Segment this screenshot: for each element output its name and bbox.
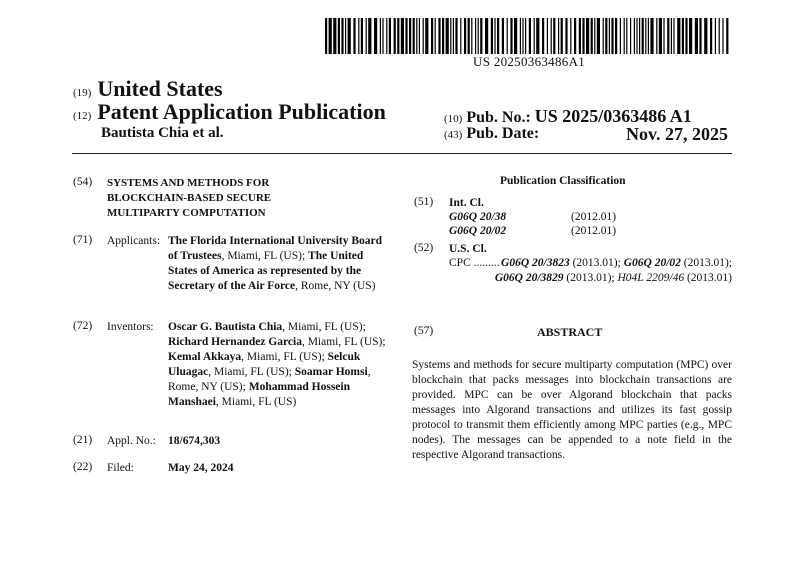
pub-date: Nov. 27, 2025 — [625, 124, 728, 144]
title-line: SYSTEMS AND METHODS FOR — [107, 177, 270, 189]
title-line: MULTIPARTY COMPUTATION — [107, 207, 266, 219]
appl-no-label: Appl. No.: — [107, 435, 156, 447]
inventor-name: Mohammad Hossein Manshaei — [168, 381, 350, 408]
us-cl-code: (52) — [414, 242, 434, 254]
publication-type: Patent Application Publication — [97, 99, 386, 124]
inventors-label: Inventors: — [107, 321, 154, 333]
applicant-name: The Florida International University — [168, 235, 349, 247]
pub-date-code: (43) — [444, 129, 463, 141]
inventor-location: , Miami, FL (US); — [241, 351, 328, 363]
pub-date-label: Pub. Date: — [466, 125, 540, 142]
authors: Bautista Chia et al. — [101, 125, 224, 141]
abstract-code: (57) — [414, 325, 434, 337]
applicant-location: , Rome, NY (US) — [295, 280, 376, 292]
us-cl-label: U.S. Cl. — [449, 243, 487, 255]
appl-no: 18/674,303 — [168, 435, 221, 447]
cpc-year: (2013.01) — [684, 272, 732, 284]
int-cl-year: (2012.01) — [571, 211, 617, 223]
pub-type-code: (12) — [73, 110, 92, 122]
classification-heading: Publication Classification — [500, 175, 626, 187]
cpc-year: (2013.01); — [680, 257, 732, 269]
abstract-heading: ABSTRACT — [537, 325, 603, 339]
country-code: (19) — [73, 87, 92, 99]
cpc-code: G06Q 20/02 — [623, 257, 681, 269]
invention-title — [107, 176, 337, 221]
pub-no-code: (10) — [444, 113, 463, 125]
inventor-location: , Miami, FL (US); — [282, 321, 366, 333]
applicant-name: The United States of America as represented by the Secretary of the Air Force — [168, 250, 364, 292]
pub-date-line — [444, 125, 732, 143]
title-line: BLOCKCHAIN-BASED SECURE — [107, 192, 272, 204]
applicant-location: , Miami, FL (US); — [221, 250, 309, 262]
inventor-location: , Miami, FL (US); — [208, 366, 295, 378]
pub-no: US 2025/0363486 A1 — [534, 106, 692, 126]
pub-no-label: Pub. No.: — [466, 109, 531, 126]
country: United States — [97, 76, 223, 101]
int-cl-code-value: G06Q 20/02 — [449, 225, 507, 237]
int-cl-row — [449, 210, 649, 225]
inventor-name: Kemal Akkaya — [168, 351, 242, 363]
int-cl-label: Int. Cl. — [449, 197, 484, 209]
applicants-label: Applicants: — [107, 235, 161, 247]
int-cl-row — [449, 224, 649, 239]
inventor-name: Selcuk Uluagac — [168, 351, 361, 378]
abstract-text: Systems and methods for secure multiparty computation (MPC) over blockchain that packs messages into blockchain transactions are provided. MPC can be over Algorand blockchain that packs messages into Algorand transactions and utilizes its fast gossip protocol to transmit them efficiently among MPC parties (e.g., MPC nodes). The messages can be appended to a note field in the respective Algorand transactions. — [412, 359, 732, 461]
inventor-name: Oscar G. Bautista Chia — [168, 321, 283, 333]
cpc-block — [449, 256, 732, 286]
appl-no-code: (21) — [73, 434, 93, 446]
barcode — [325, 18, 730, 54]
cpc-year: (2013.01); — [569, 257, 624, 269]
cpc-code: G06Q 20/3823 — [501, 257, 570, 269]
cpc-code: H04L 2209/46 — [617, 272, 685, 284]
applicants-code: (71) — [73, 234, 93, 246]
applicant-name: Board of Trustees — [168, 235, 383, 262]
cpc-year: (2013.01); — [563, 272, 618, 284]
publication-type-line — [73, 99, 386, 125]
cpc-code: G06Q 20/3829 — [494, 272, 564, 284]
applicants-value — [168, 234, 390, 294]
inventor-name: Richard Hernandez Garcia — [168, 336, 302, 348]
header-divider — [72, 153, 732, 154]
int-cl-code-value: G06Q 20/38 — [449, 211, 507, 223]
int-cl-year: (2012.01) — [571, 225, 617, 237]
inventor-location: , Rome, NY (US); — [168, 366, 371, 393]
int-cl-code: (51) — [414, 196, 434, 208]
cpc-label: CPC ......... — [449, 257, 500, 269]
title-code: (54) — [73, 176, 93, 188]
inventor-location: , Miami, FL (US); — [301, 336, 386, 348]
filed-label: Filed: — [107, 462, 134, 474]
inventors-code: (72) — [73, 320, 93, 332]
filed-code: (22) — [73, 461, 93, 473]
inventors-value — [168, 320, 390, 410]
barcode-number: US 20250363486A1 — [473, 54, 586, 69]
inventor-location: , Miami, FL (US) — [215, 396, 297, 408]
filed-date: May 24, 2024 — [168, 462, 234, 474]
inventor-name: Soamar Homsi — [294, 366, 368, 378]
